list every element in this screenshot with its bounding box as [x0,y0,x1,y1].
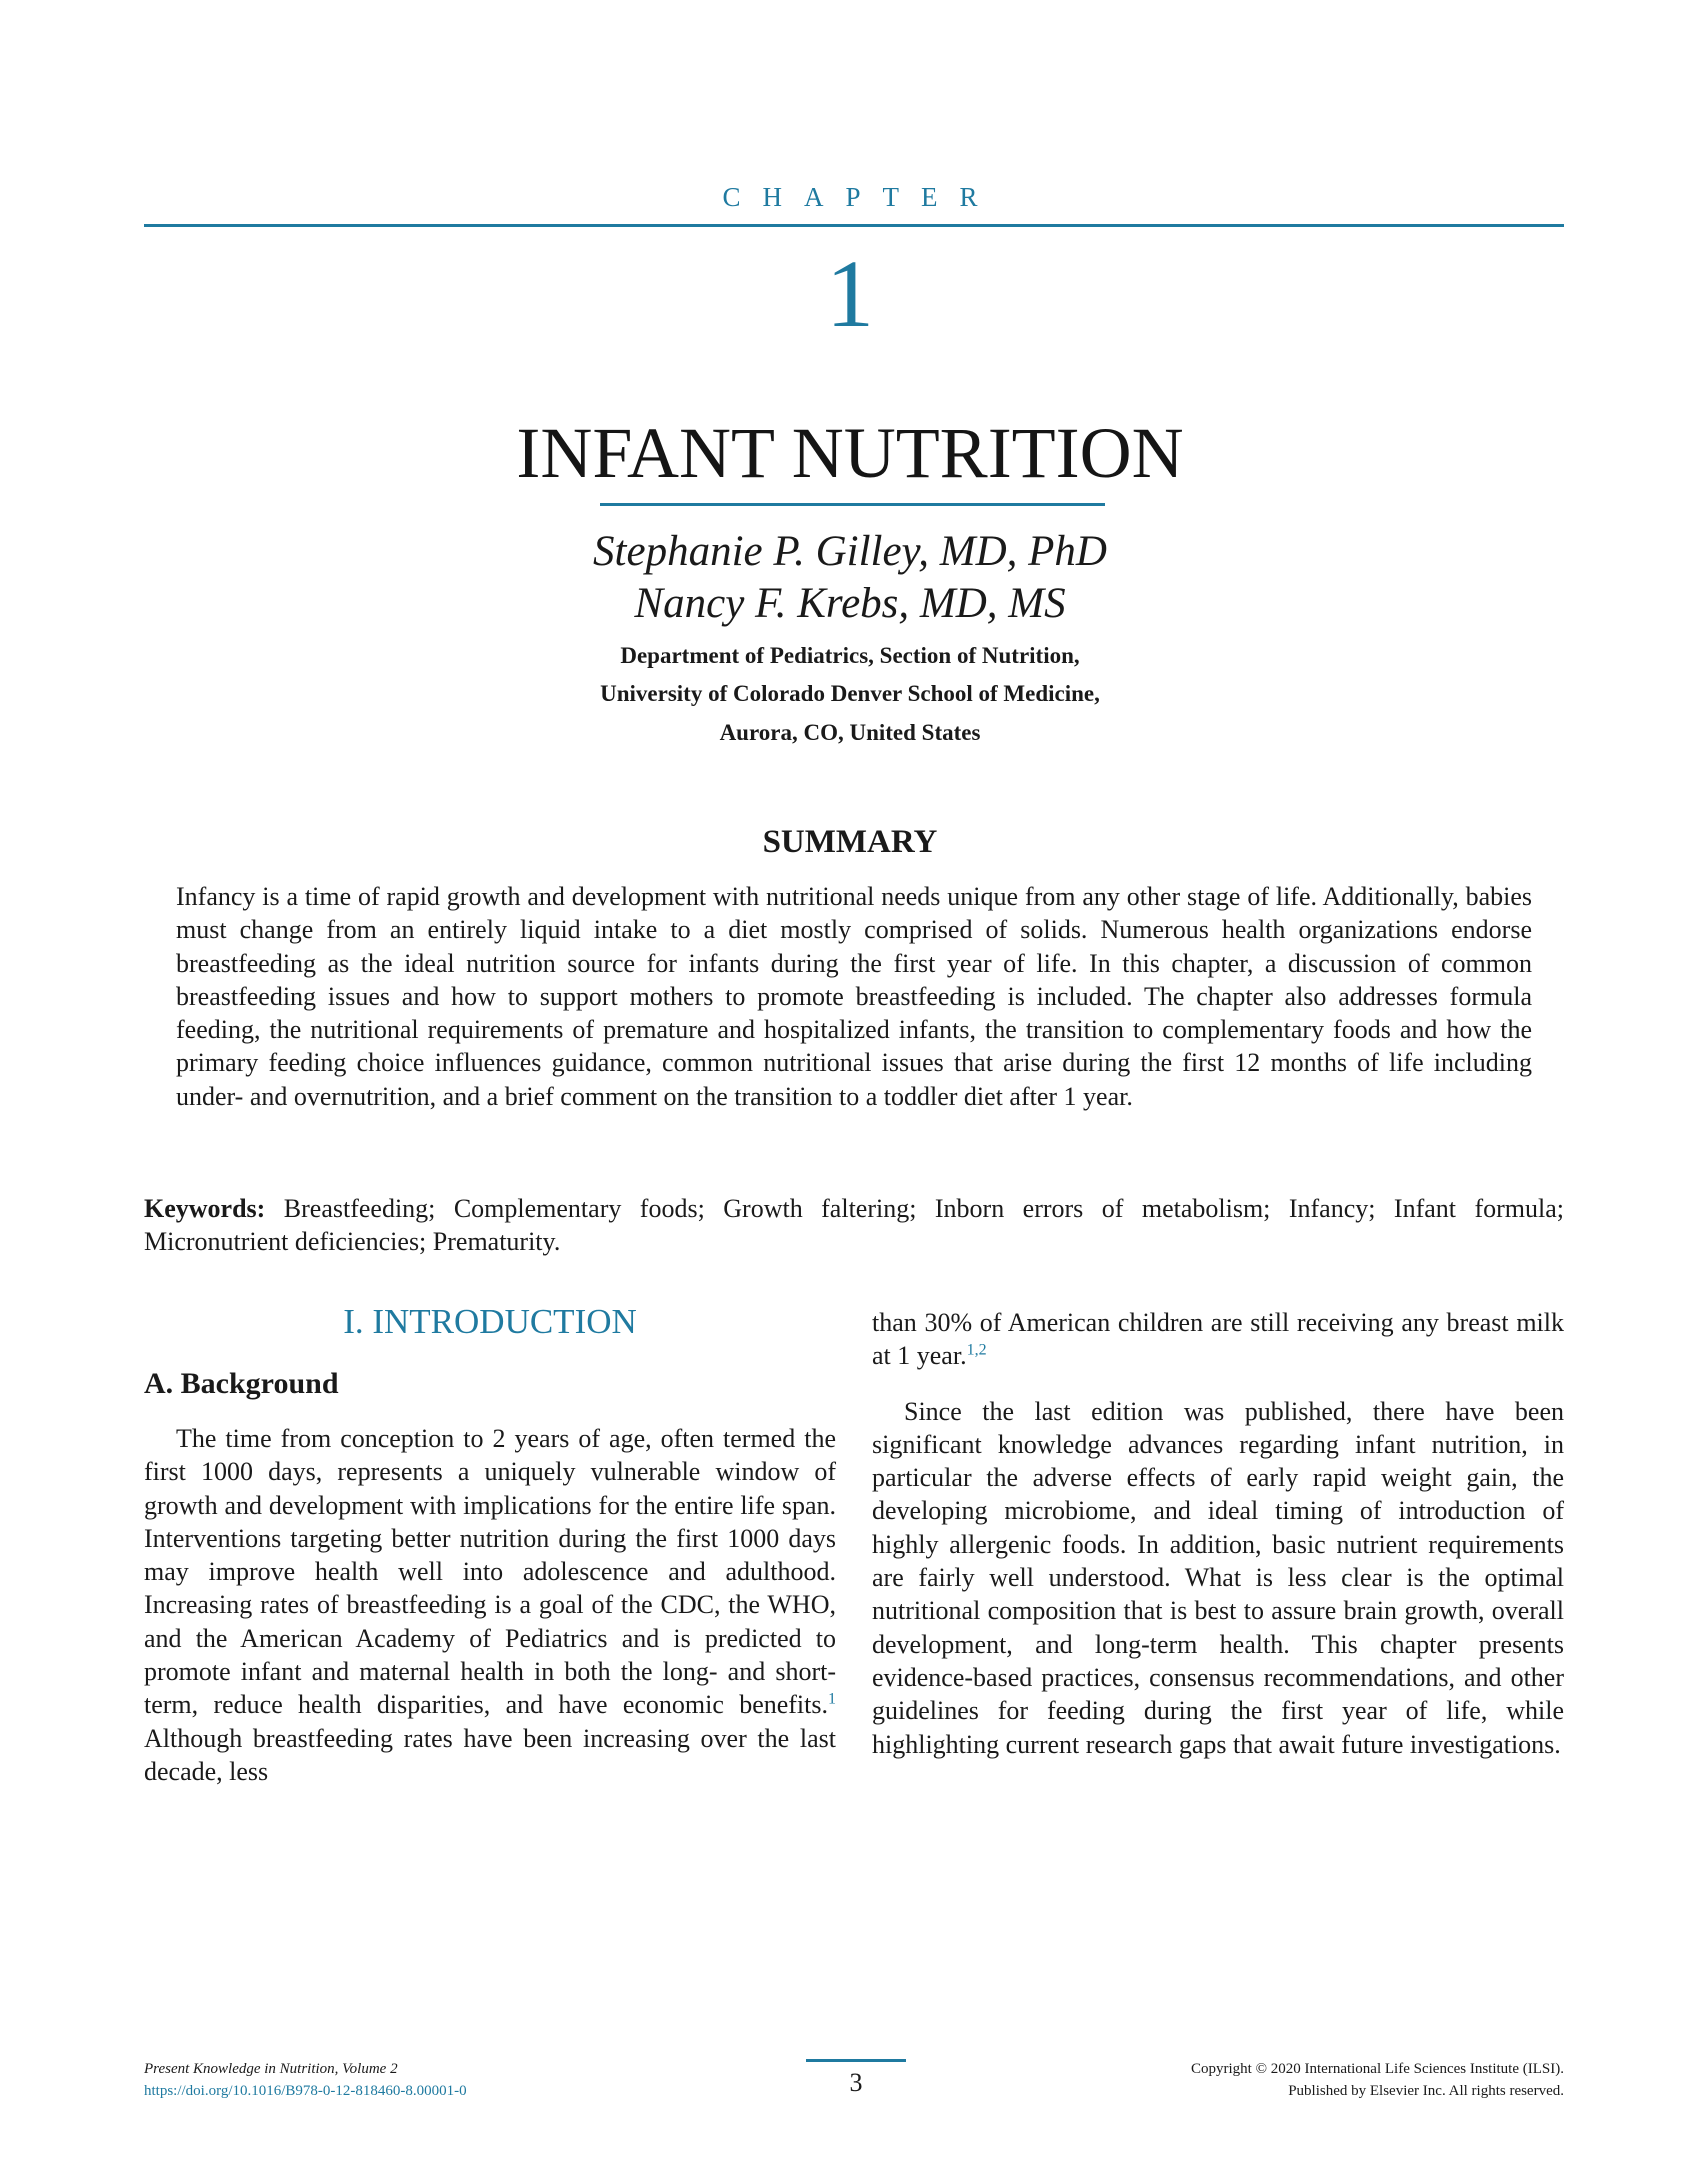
citation-1-2[interactable]: 1,2 [966,1341,987,1359]
chapter-label: CHAPTER [722,182,1000,212]
author-1: Stephanie P. Gilley, MD, PhD [593,528,1107,575]
section-heading: I. INTRODUCTION [343,1302,637,1341]
footer-publisher: Published by Elsevier Inc. All rights reserved. [1288,2083,1564,2099]
chapter-title: INFANT NUTRITION [516,413,1184,493]
chapter-number: 1 [826,240,874,347]
keywords-text: Breastfeeding; Complementary foods; Growth faltering; Inborn errors of metabolism; Infancy; Infant formula; Micronutrient deficiencies; Prematurity. [144,1194,1564,1257]
intro-paragraph-1-cont: Although breastfeeding rates have been increasing over the last decade, less [144,1723,836,1786]
intro-paragraph-2: Since the last edition was published, there have been significant knowledge advances regarding infant nutrition, in particular the adverse effects of early rapid weight gain, the developing microbiome, and ideal timing of introduction of highly allergenic foods. In addition, basic nutrient requirements are fairly well understood. What is less clear is the optimal nutritional composition that is best to assure brain growth, overall development, and long-term health. This chapter presents evidence-based practices, consensus recommendations, and other guidelines for feeding during the first year of life, while highlighting current research gaps that await future investigations. [872,1396,1564,1759]
subsection-heading: A. Background [144,1367,339,1400]
footer-left [144,2058,704,2102]
footer-page-rule [806,2059,906,2062]
intro-paragraph-1-text: The time from conception to 2 years of age, often termed the first 1000 days, represents a uniquely vulnerable window of growth and development with implications for the entire life span. Interventions targeting better nutrition during the first 1000 days may improve health well into adolescence and adulthood. Increasing rates of breastfeeding is a goal of the CDC, the WHO, and the American Academy of Pediatrics and is predicted to promote infant and maternal health in both the long- and short-term, reduce health disparities, and have economic benefits. [144,1424,836,1720]
keywords-label: Keywords: [144,1194,266,1223]
page-number: 3 [849,2068,863,2097]
column-left [144,1300,836,1802]
summary-heading: SUMMARY [762,824,938,860]
column-right [872,1306,1564,1783]
keywords [144,1192,1564,1259]
author-2: Nancy F. Krebs, MD, MS [634,580,1066,627]
intro-paragraph-1 [144,1422,836,1788]
affiliation-line-1: Department of Pediatrics, Section of Nutrition, [620,643,1080,668]
chapter-rule [144,224,1564,227]
intro-paragraph-1-continued-text: than 30% of American children are still receiving any breast milk at 1 year. [872,1308,1564,1371]
affiliation-line-3: Aurora, CO, United States [719,720,981,745]
footer-book-title: Present Knowledge in Nutrition, Volume 2 [144,2061,398,2077]
title-rule [600,503,1105,506]
citation-1[interactable]: 1 [828,1690,836,1708]
intro-paragraph-1-continued [872,1306,1564,1373]
affiliation-line-2: University of Colorado Denver School of Medicine, [600,681,1100,706]
footer-copyright: Copyright © 2020 International Life Sciences Institute (ILSI). [1191,2061,1564,2077]
summary-text: Infancy is a time of rapid growth and development with nutritional needs unique from any other stage of life. Additionally, babies must change from an entirely liquid intake to a diet mostly comprised of solids. Numerous health organizations endorse breastfeeding as the ideal nutrition source for infants during the first year of life. In this chapter, a discussion of common breastfeeding issues and how to support mothers to promote breastfeeding is included. The chapter also addresses formula feeding, the nutritional requirements of premature and hospitalized infants, the transition to complementary foods and how the primary feeding choice influences guidance, common nutritional issues that arise during the first 12 months of life including under- and overnutrition, and a brief comment on the transition to a toddler diet after 1 year. [176,882,1532,1111]
footer-right [1080,2058,1564,2102]
footer-doi-link[interactable]: https://doi.org/10.1016/B978-0-12-818460-8.00001-0 [144,2083,467,2099]
